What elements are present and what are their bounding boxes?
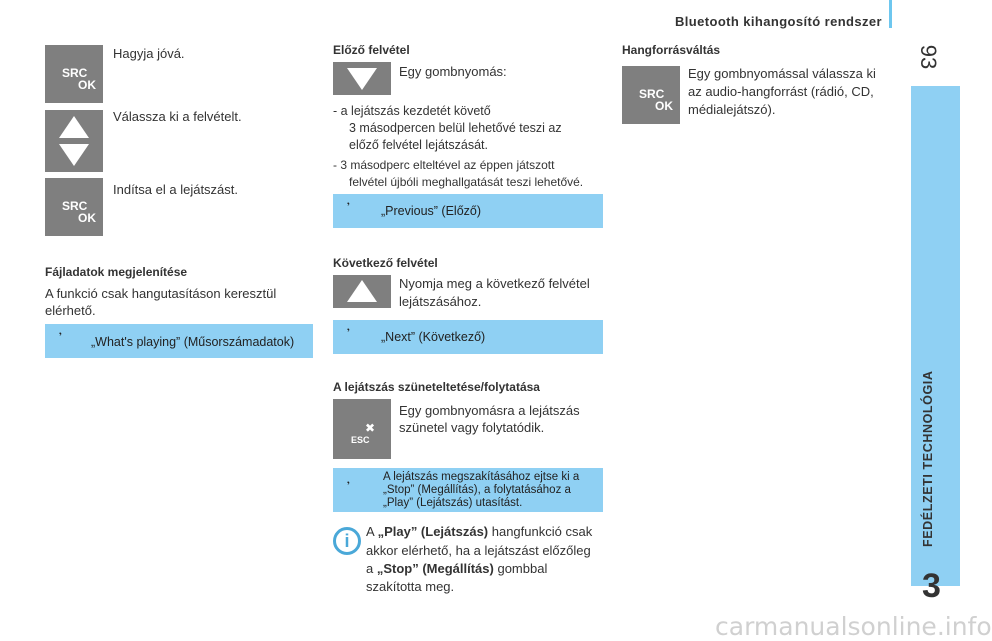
step-select-track: Válassza ki a felvételt. — [113, 109, 242, 124]
source-switch-heading: Hangforrásváltás — [622, 43, 721, 57]
info-line4: szakította meg. — [366, 579, 455, 594]
previous-bullet1-line2: 3 másodpercen belül lehetővé teszi az — [349, 121, 562, 135]
down-button-icon — [333, 62, 391, 95]
esc-label: ESC — [351, 435, 370, 445]
page-header-title: Bluetooth kihangosító rendszer — [674, 14, 882, 29]
mute-icon: ✖ — [365, 421, 376, 435]
src-ok-button-icon: SRC OK — [45, 45, 103, 103]
voice-command-whats-playing — [45, 324, 313, 358]
step-confirm: Hagyja jóvá. — [113, 46, 185, 61]
pause-text-line2: szünetel vagy folytatódik. — [399, 420, 545, 435]
voice-command-icon: 𝄒 — [347, 328, 350, 344]
voice-command-icon: 𝄒 — [59, 332, 62, 348]
info-icon: i — [333, 527, 361, 555]
voice-command-text: „Next” (Következő) — [381, 330, 486, 344]
pause-text-line1: Egy gombnyomásra a lejátszás — [399, 403, 580, 418]
src-ok-button-icon: SRC OK — [45, 178, 103, 236]
arrow-down-icon — [347, 68, 377, 90]
voice-stop-line3: „Play” (Lejátszás) utasítást. — [383, 497, 523, 509]
source-text-line3: médialejátszó). — [688, 102, 776, 117]
voice-stop-line2: „Stop” (Megállítás), a folytatásához a — [383, 484, 571, 496]
metadata-text-line2: elérhető. — [45, 303, 96, 318]
chapter-number: 3 — [922, 567, 941, 605]
metadata-heading: Fájladatok megjelenítése — [45, 265, 188, 279]
voice-command-text: „Previous” (Előző) — [381, 204, 482, 218]
previous-bullet2-line1: - 3 másodperc elteltével az éppen játszott — [333, 158, 555, 172]
previous-track-heading: Előző felvétel — [333, 43, 410, 57]
info-line3: a „Stop” (Megállítás) gombbal — [366, 561, 548, 576]
watermark: carmanualsonline.info — [715, 612, 992, 641]
header-divider — [889, 0, 892, 28]
arrow-up-icon — [347, 280, 377, 302]
metadata-text-line1: A funkció csak hangutasításon keresztül — [45, 286, 277, 301]
next-text-line2: lejátszásához. — [399, 294, 482, 309]
arrow-down-icon — [59, 144, 89, 166]
voice-stop-line1: A lejátszás megszakításához ejtse ki a — [383, 471, 580, 483]
voice-command-previous — [333, 194, 603, 228]
voice-command-icon: 𝄒 — [347, 202, 350, 218]
page-number: 93 — [915, 44, 941, 70]
pause-heading: A lejátszás szüneteltetése/folytatása — [333, 380, 540, 394]
step-start-playback: Indítsa el a lejátszást. — [113, 182, 239, 197]
next-text-line1: Nyomja meg a következő felvétel — [399, 276, 590, 291]
voice-command-text: „What's playing” (Műsorszámadatok) — [91, 335, 295, 349]
up-down-arrows-icon — [45, 110, 103, 172]
source-text-line2: az audio-hangforrást (rádió, CD, — [688, 84, 874, 99]
esc-button-icon — [333, 399, 391, 459]
chapter-title: FEDÉLZETI TECHNOLÓGIA — [921, 370, 935, 547]
previous-bullet2-line2: felvétel újbóli meghallgatását teszi lehetővé. — [349, 175, 584, 189]
info-line2: akkor elérhető, ha a lejátszást előzőleg — [366, 543, 591, 558]
voice-command-stop-play — [333, 468, 603, 512]
voice-command-icon: 𝄒 — [347, 481, 350, 497]
source-text-line1: Egy gombnyomással válassza ki — [688, 66, 876, 81]
info-line1: A „Play” (Lejátszás) hangfunkció csak — [366, 524, 593, 539]
previous-bullet1-line3: előző felvétel lejátszását. — [349, 138, 488, 152]
voice-command-next — [333, 320, 603, 354]
arrow-up-icon — [59, 116, 89, 138]
next-track-heading: Következő felvétel — [333, 256, 438, 270]
previous-bullet1-line1: - a lejátszás kezdetét követő — [333, 104, 491, 118]
previous-press-text: Egy gombnyomás: — [399, 64, 507, 79]
src-ok-button-icon: SRC OK — [622, 66, 680, 124]
up-button-icon — [333, 275, 391, 308]
